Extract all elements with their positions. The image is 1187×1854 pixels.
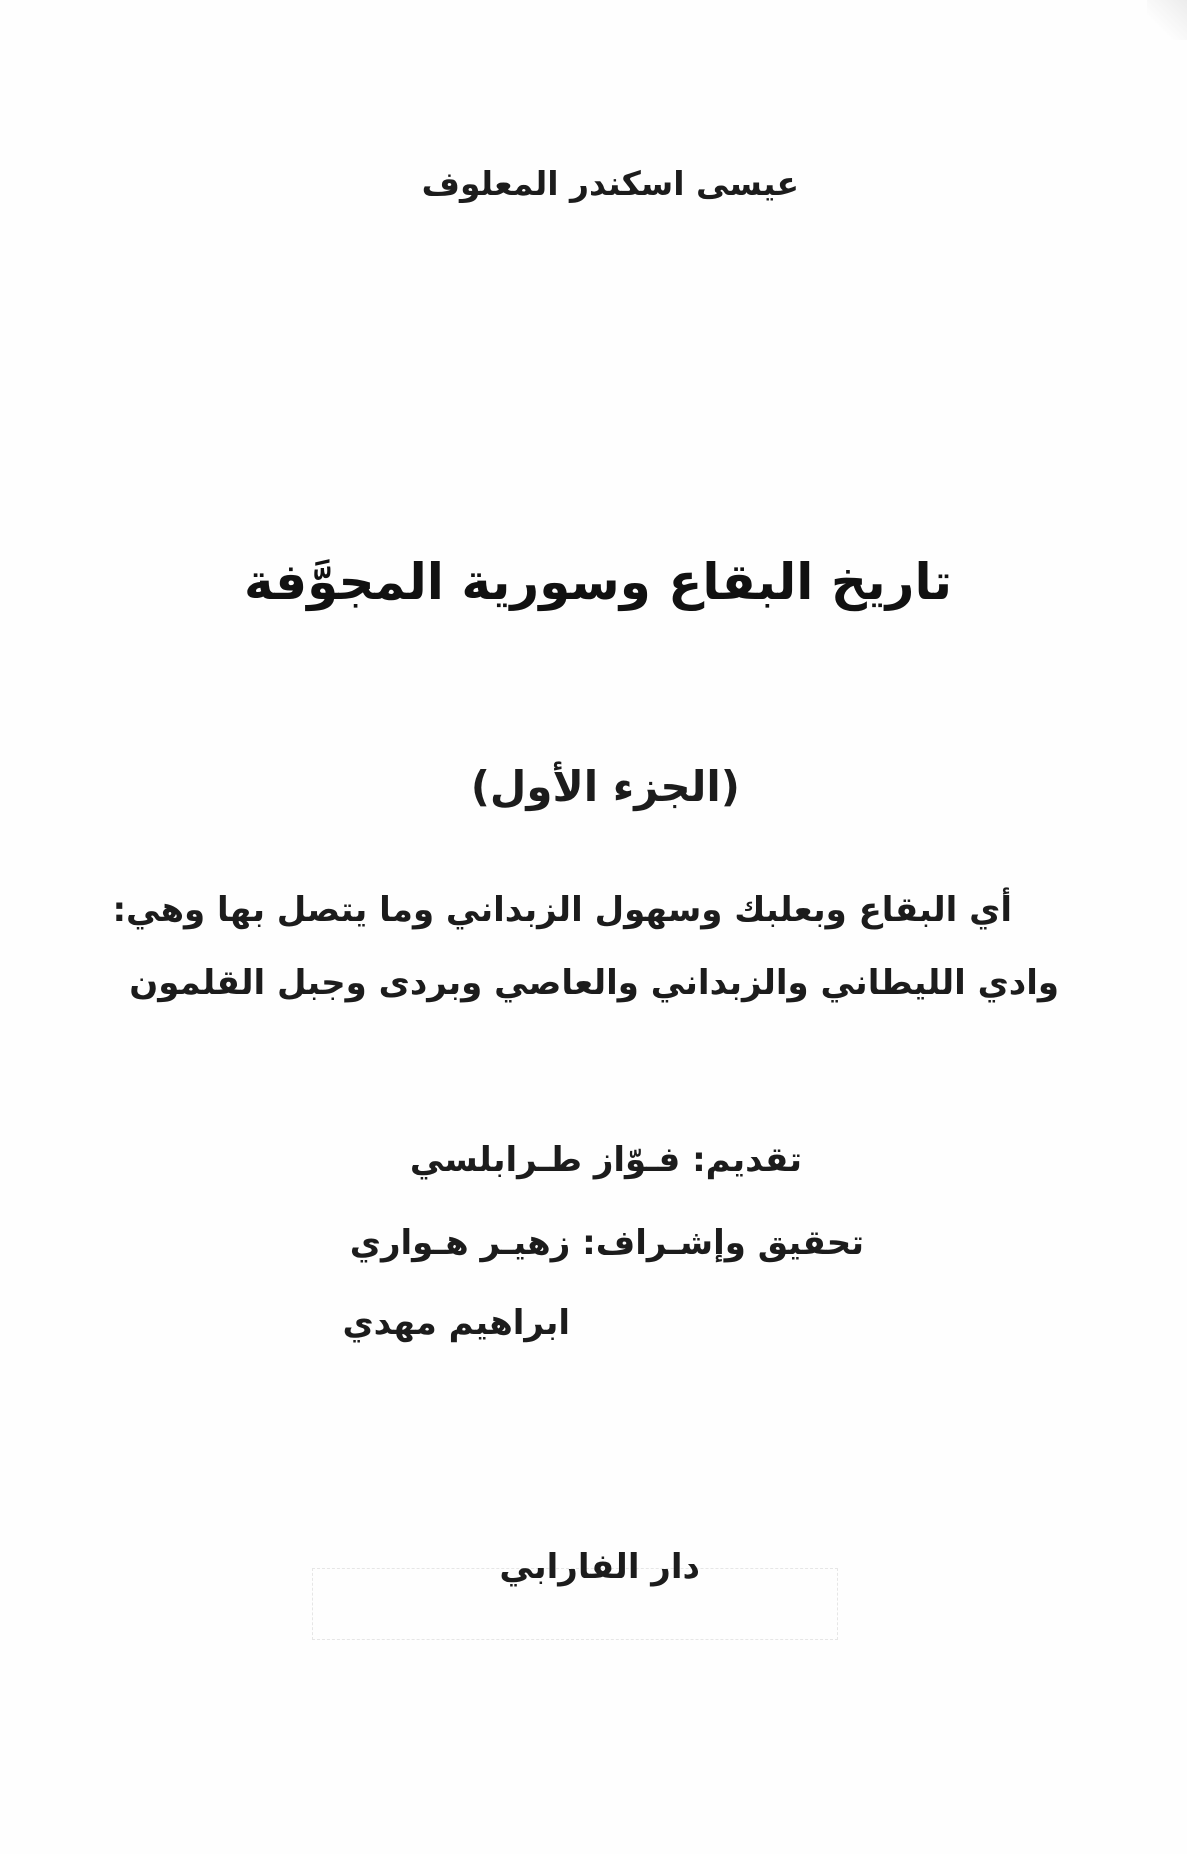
subtitle-line-1: أي البقاع وبعلبك وسهول الزبداني وما يتصل بها وهي: (112, 890, 1012, 930)
subtitle-line-2: وادي الليطاني والزبداني والعاصي وبردى وجبل القلمون (129, 963, 1059, 1003)
volume-label: (الجزء الأول) (470, 762, 740, 811)
author-name: عيسى اسكندر المعلوف (421, 164, 799, 203)
page-corner-shading (1147, 0, 1187, 40)
editors-credit: تحقيق وإشـراف: زهيـر هـواري (349, 1223, 864, 1263)
publisher-name: دار الفارابي (499, 1547, 700, 1587)
book-title: تاريخ البقاع وسورية المجوَّفة (244, 553, 952, 611)
editors-credit-continued: ابراهيم مهدي (342, 1303, 570, 1343)
introduction-credit: تقديم: فـوّاز طـرابلسي (409, 1140, 802, 1180)
